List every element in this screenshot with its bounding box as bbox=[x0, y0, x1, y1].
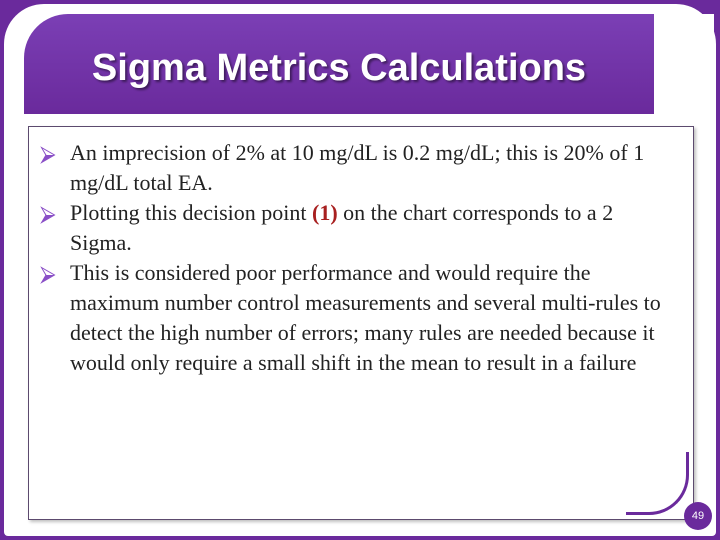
bullet-text: An imprecision of 2% at 10 mg/dL is 0.2 mg/dL; this is 20% of 1 mg/dL total EA. bbox=[70, 140, 645, 195]
corner-decoration bbox=[626, 452, 689, 515]
bullet-text: on the chart corresponds to a 2 Sigma. bbox=[70, 200, 614, 255]
page-number: 49 bbox=[684, 502, 712, 530]
bullet-arrow-icon: ⮚ bbox=[40, 141, 56, 166]
bullet-text: Plotting this decision point bbox=[70, 200, 313, 225]
bullet-item bbox=[40, 258, 680, 378]
decision-point-label: (1) bbox=[312, 200, 338, 225]
bullet-item bbox=[40, 198, 680, 258]
bullet-arrow-icon: ⮚ bbox=[40, 261, 56, 286]
bullet-list bbox=[40, 138, 680, 378]
bullet-text: This is considered poor performance and would require the maximum number control measurements and several multi-rules to detect the high number of errors; many rules are needed because it would only require a small shift in the mean to result in a failure bbox=[70, 260, 661, 375]
bullet-arrow-icon: ⮚ bbox=[40, 201, 56, 226]
bullet-item bbox=[40, 138, 680, 198]
slide-title: Sigma Metrics Calculations bbox=[91, 47, 587, 89]
